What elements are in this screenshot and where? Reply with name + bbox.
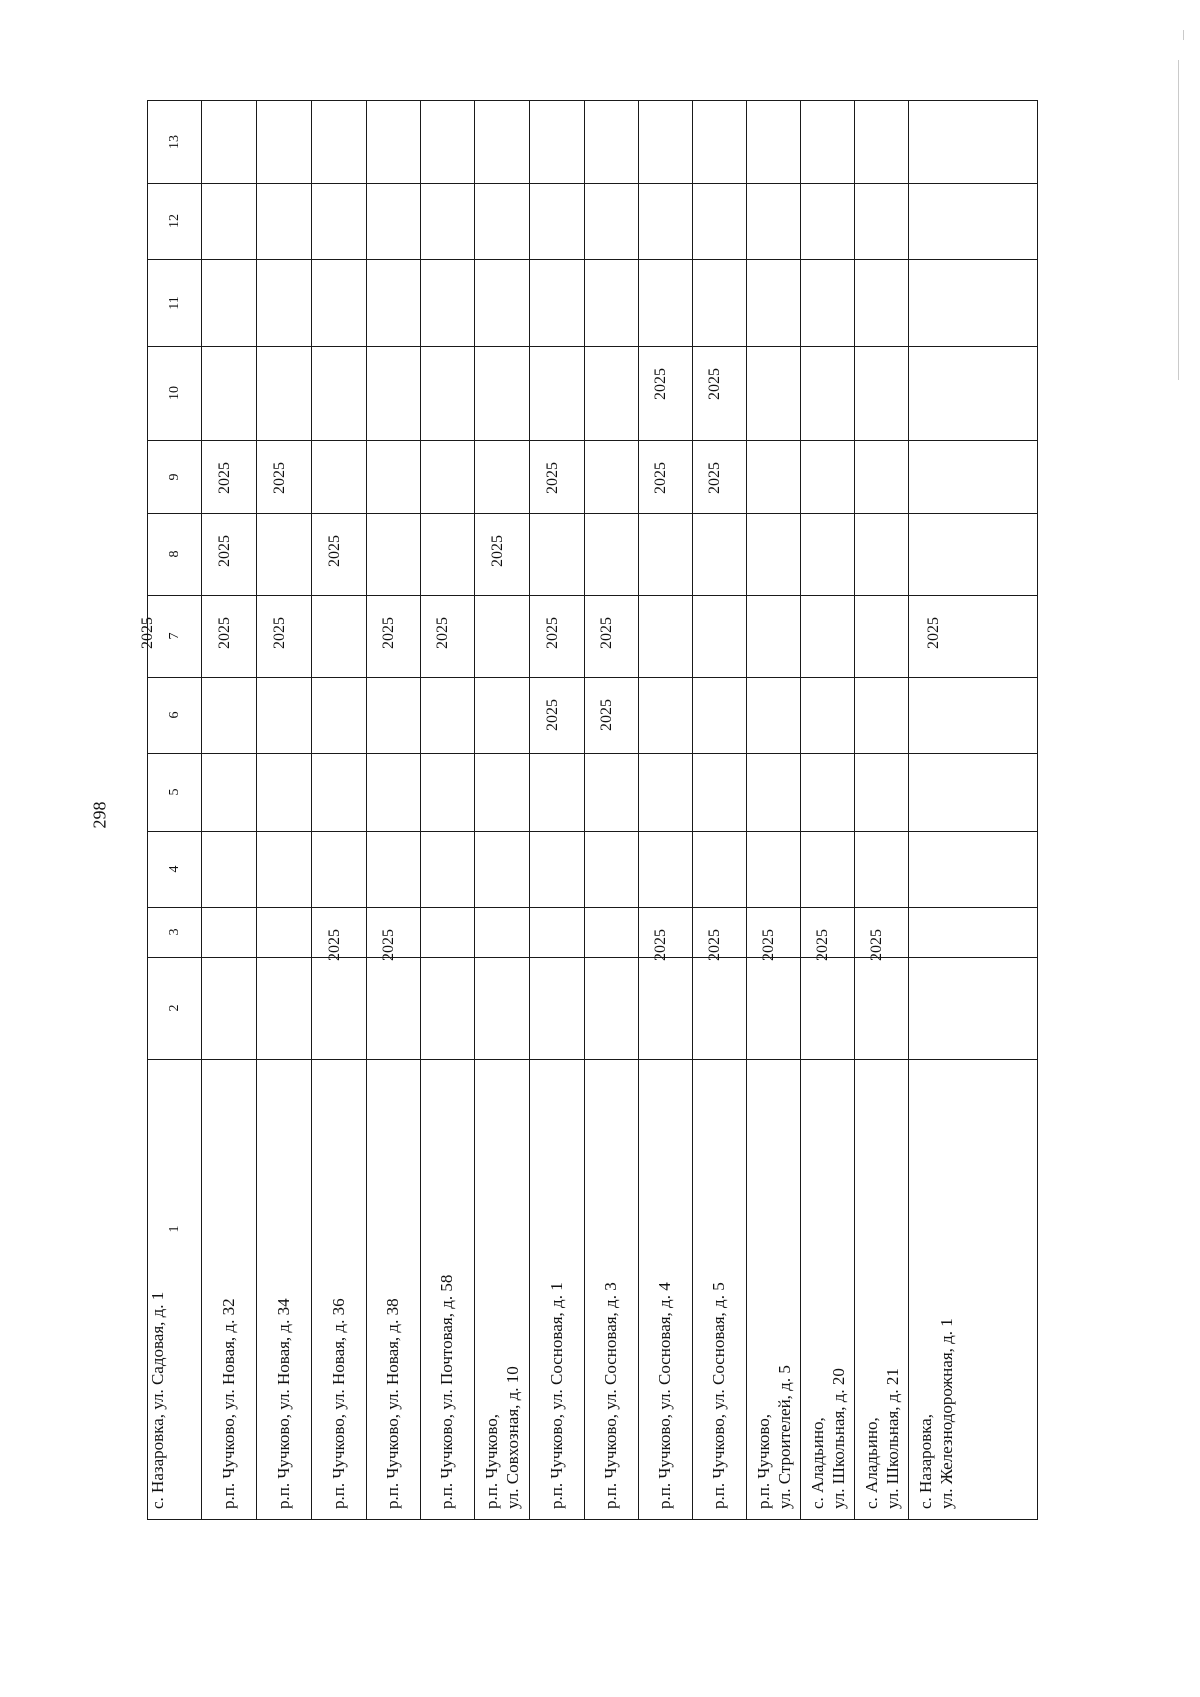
address-text: р.п. Чучково, ул. Новая, д. 36 [328, 1298, 348, 1509]
year-value: 2025 [705, 368, 723, 400]
table-grid-line [148, 907, 1037, 908]
table-grid-line [148, 259, 1037, 260]
address-text: с. Назаровка, ул. Железнодорожная, д. 1 [916, 1318, 956, 1509]
table-grid-line [148, 183, 1037, 184]
table-grid-line [148, 957, 1037, 958]
table-grid-line [311, 101, 312, 1519]
scan-artifact [1183, 30, 1184, 40]
table-grid-line [148, 753, 1037, 754]
address-text: р.п. Чучково, ул. Сосновая, д. 4 [655, 1282, 674, 1509]
table-grid-line [148, 677, 1037, 678]
table-grid-line [148, 1059, 1037, 1060]
table-grid-line [148, 831, 1037, 832]
table-grid-line [256, 101, 257, 1519]
year-value: 2025 [651, 929, 669, 961]
table-grid-line [201, 101, 202, 1519]
address-text: р.п. Чучково, ул. Новая, д. 38 [383, 1298, 402, 1509]
address-text: р.п. Чучково, ул. Совхозная, д. 10 [482, 1366, 522, 1509]
header-label: 13 [166, 135, 182, 149]
table-grid-line [692, 101, 693, 1519]
year-value: 2025 [325, 929, 343, 961]
year-value: 2025 [651, 462, 669, 494]
year-value: 2025 [813, 929, 831, 961]
table-grid-line [854, 101, 855, 1519]
header-label: 7 [166, 632, 182, 640]
year-value: 2025 [867, 929, 885, 961]
year-value: 2025 [270, 462, 288, 494]
table-grid-line [529, 101, 530, 1519]
year-value: 2025 [215, 462, 233, 494]
year-value: 2025 [759, 929, 777, 961]
year-value: 2025 [651, 368, 669, 400]
header-label: 1 [166, 1225, 182, 1233]
address-text: с. Назаровка, ул. Садовая, д. 1 [148, 1291, 167, 1509]
scan-artifact [1178, 60, 1179, 380]
address-text: р.п. Чучково, ул. Сосновая, д. 3 [601, 1282, 620, 1509]
table-grid-line [746, 101, 747, 1519]
year-value: 2025 [138, 617, 156, 649]
header-label: 10 [166, 386, 182, 400]
header-label: 3 [166, 928, 182, 936]
header-label: 11 [166, 295, 182, 310]
year-value: 2025 [379, 617, 397, 649]
year-value: 2025 [597, 699, 615, 731]
year-value: 2025 [543, 617, 561, 649]
year-value: 2025 [924, 617, 942, 649]
address-text: р.п. Чучково, ул. Сосновая, д. 1 [546, 1282, 566, 1509]
address-text: р.п. Чучково, ул. Строителей, д. 5 [754, 1365, 794, 1509]
year-value: 2025 [543, 699, 561, 731]
header-label: 12 [166, 214, 182, 228]
table-grid-line [366, 101, 367, 1519]
address-text: р.п. Чучково, ул. Новая, д. 34 [273, 1298, 293, 1509]
table-grid-line [148, 513, 1037, 514]
year-value: 2025 [543, 462, 561, 494]
table-grid-line [420, 101, 421, 1519]
table-grid-line [908, 101, 909, 1519]
table-grid-line [148, 440, 1037, 441]
header-label: 8 [166, 550, 182, 558]
address-text: с. Аладьино, ул. Школьная, д. 20 [808, 1368, 848, 1509]
table-grid-line [148, 346, 1037, 347]
header-label: 6 [166, 711, 182, 719]
year-value: 2025 [215, 535, 233, 567]
table-grid-line [800, 101, 801, 1519]
year-value: 2025 [488, 535, 506, 567]
year-value: 2025 [705, 462, 723, 494]
address-text: с. Аладьино, ул. Школьная, д. 21 [862, 1368, 902, 1509]
header-label: 4 [166, 865, 182, 873]
table-grid-line [474, 101, 475, 1519]
table-grid-line [638, 101, 639, 1519]
year-value: 2025 [705, 929, 723, 961]
header-label: 2 [166, 1004, 182, 1012]
table-grid-line [584, 101, 585, 1519]
page-number-text: 298 [89, 801, 110, 829]
table-grid-line [148, 595, 1037, 596]
header-label: 5 [166, 788, 182, 796]
year-value: 2025 [325, 535, 343, 567]
address-text: р.п. Чучково, ул. Новая, д. 32 [218, 1298, 238, 1509]
header-label: 9 [166, 473, 182, 480]
address-text: р.п. Чучково, ул. Почтовая, д. 58 [437, 1274, 456, 1509]
rotated-table [138, 100, 1038, 1520]
year-value: 2025 [270, 617, 288, 649]
year-value: 2025 [597, 617, 615, 649]
year-value: 2025 [433, 617, 451, 649]
address-text: р.п. Чучково, ул. Сосновая, д. 5 [709, 1282, 728, 1509]
year-value: 2025 [215, 617, 233, 649]
year-value: 2025 [379, 929, 397, 961]
